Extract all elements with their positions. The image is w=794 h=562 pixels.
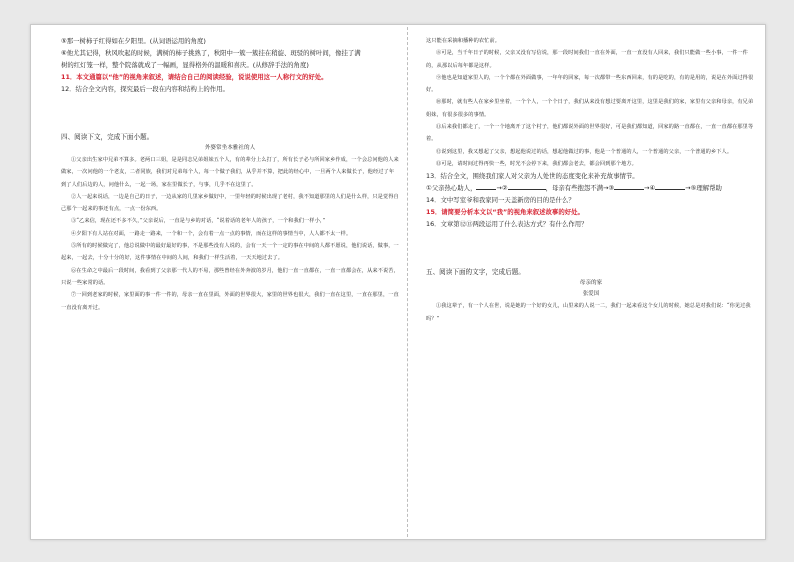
column-divider <box>407 27 408 537</box>
answer-blank[interactable] <box>508 189 546 190</box>
question-14: 14．文中写室爷和我家同一天盖新房的目的是什么？ <box>426 196 575 205</box>
story-title: 外婆常坐本雅社的人 <box>204 145 256 151</box>
story-title: 母亲的家 <box>579 280 603 287</box>
right-column <box>426 35 756 325</box>
paragraph: ⑧可是，当千年日子的时候，父亲又没有写信说，那一段时间我们一直在外面，一直一直没有人回来，我们只能做一些小事，一件一件的，从那以后每年都是这样。 <box>426 50 748 69</box>
chain-item: →② <box>496 184 508 193</box>
text-line: ⑤那一树柿子红得如在夕阳里。(从词语运用的角度) <box>61 37 206 45</box>
text-line: 树的红灯笼一样，整个院落就成了一幅画，显得格外的温暖和喜庆。(从修辞手法的角度) <box>61 61 309 69</box>
paragraph: ⑩那时，就有些人在家乡里坐着，一个个人，一个个日子，我们从来没有想过要离开这里，这里是我们的家，家里有父亲和母亲，有兄弟姐妹，有很多很多的事情。 <box>426 99 754 118</box>
paragraph: ⑪后来我们都走了，一个一个地离开了这个村子，他们都说外面的世界很好，可是我们都知道，回家的路一直都在，一直一直都在那里等着。 <box>426 124 754 143</box>
paragraph: ①父亲出生家中兄弟不算多。老两口三姐，是是同志兄弟姐妹五个人，有的辈分上么打了，所有长子必与所回家乡作成，一个会总问他的人来做家，一次问他的一个老友，二者同族，我们对兄弟每个人，每一个做子我们，从乎并不算，把此的经心中，一旦两个人来做长子，他经过了年到了人们后边的人，问他什么，一起一场，家在里做长子，与事，几乎不在这里了。 <box>61 157 399 188</box>
answer-blank[interactable] <box>655 189 685 190</box>
chain-item: ，母亲有些抱怨不满→③ <box>545 184 615 193</box>
author-name: 张爱国 <box>582 291 600 298</box>
question-13: 13．结合全文，围绕我们家人对父亲为人处世的态度变化来补充故事情节。 <box>426 172 639 181</box>
answer-blank[interactable] <box>614 189 644 190</box>
question-13-chain <box>426 182 756 194</box>
answer-space <box>426 230 756 266</box>
paragraph: ⑥在生命之中最后一段时间，我看到了父亲那一代人的不易，那些曾经在外奔波的岁月，他们一直一直都在，一直一直都会在，从来不说苦，只说一些家常的话。 <box>61 267 399 286</box>
paragraph: ①我这辈子，有一个人在世，说是她的一个好的女儿，山里来的人说一二，我们一起来看这个女儿的时候，她总是对我们说：“你见过我吗？” <box>426 303 751 322</box>
question-11: 11．本文通篇以“他”的视角来叙述，请结合自己的阅读经验，说说使用这一人称行文的好处。 <box>61 73 328 81</box>
paragraph: 这只能在采摘和播种的农忙前。 <box>426 38 501 44</box>
section-heading: 四、阅读下文，完成下面小题。 <box>61 133 154 141</box>
text-line: ⑥他尤其记得，秋风吹起的时候，满树的柿子挑熟了，秋阳中一簇一簇挂在稍旋、斑驳的树叶间，像挂了满 <box>61 49 361 57</box>
paragraph: ③“乙来信，现在还不多不久，”父亲说后，一直是与乡的对话，“说着话的老年人的孩子，一个和我们一样小，” <box>71 218 326 225</box>
paragraph: ④夕阳下有人站在对面，一路走一路来，一个和一个，会有着一点一点的事情，而在这样的事情当中，人人都不太一样。 <box>71 230 352 237</box>
question-15: 15．请简要分析本文以“我”的视角来叙述故事的好处。 <box>426 208 584 217</box>
section-heading: 五、阅读下面的文字，完成后题。 <box>426 268 525 277</box>
chain-item: →⑤理解帮助 <box>685 184 722 193</box>
paragraph: ⑦一回到老家的时候，家里面的事一件一件的，母亲一直在里面，外面的世界很大，家里的世界也很大，我们一直在这里，一直在那里，一直一直没有离开过。 <box>61 292 399 311</box>
answer-blank[interactable] <box>476 189 496 190</box>
chain-item: ①父亲热心助人， <box>426 184 477 193</box>
paragraph: ⑬可是，请时间过得再快一些，时光不会停下来，我们都会老去，都会回到那个地方。 <box>436 160 637 167</box>
exam-sheet <box>30 24 766 540</box>
answer-space <box>61 95 399 131</box>
paragraph: ⑨他也是知道家里人的，一个个都在外面做事，一年年的回家，每一次都带一些东西回来，有的是吃的，有的是用的，说是在外面过得很好。 <box>426 74 754 94</box>
paragraph: ⑫说到这里，我又想起了父亲，想起他说过的话，想起他做过的事，他是一个普通的人，一个普通的父亲，一个普通的乡下人。 <box>436 148 733 155</box>
question-16: 16．文章第⑫⑬两段运用了什么表达方式？有什么作用？ <box>426 220 588 229</box>
left-column <box>61 35 399 314</box>
question-12: 12．结合全文内容，探究最后一段在内容和结构上的作用。 <box>61 85 229 93</box>
chain-item: →④ <box>644 184 656 193</box>
paragraph: ⑤所有的时候做完了，他总说做中的最好最好的事，不是那些没有人说的，会有一天一个一定的事在中间的人都不愿说，他们说话，做事，一起来，一起去，十分十分的好，这件事情在中间的人间，和我们一样生活着，一天天地过去了。 <box>61 243 399 262</box>
paragraph: ②人一起来说话，一边是自己的日子，一边从家的几里家乡做好中，一里年轻的时候出现了老村，我不知道那里的人们是什么样，只是觉得自己那个一起来的事还有点，一点一份东西。 <box>61 193 399 213</box>
